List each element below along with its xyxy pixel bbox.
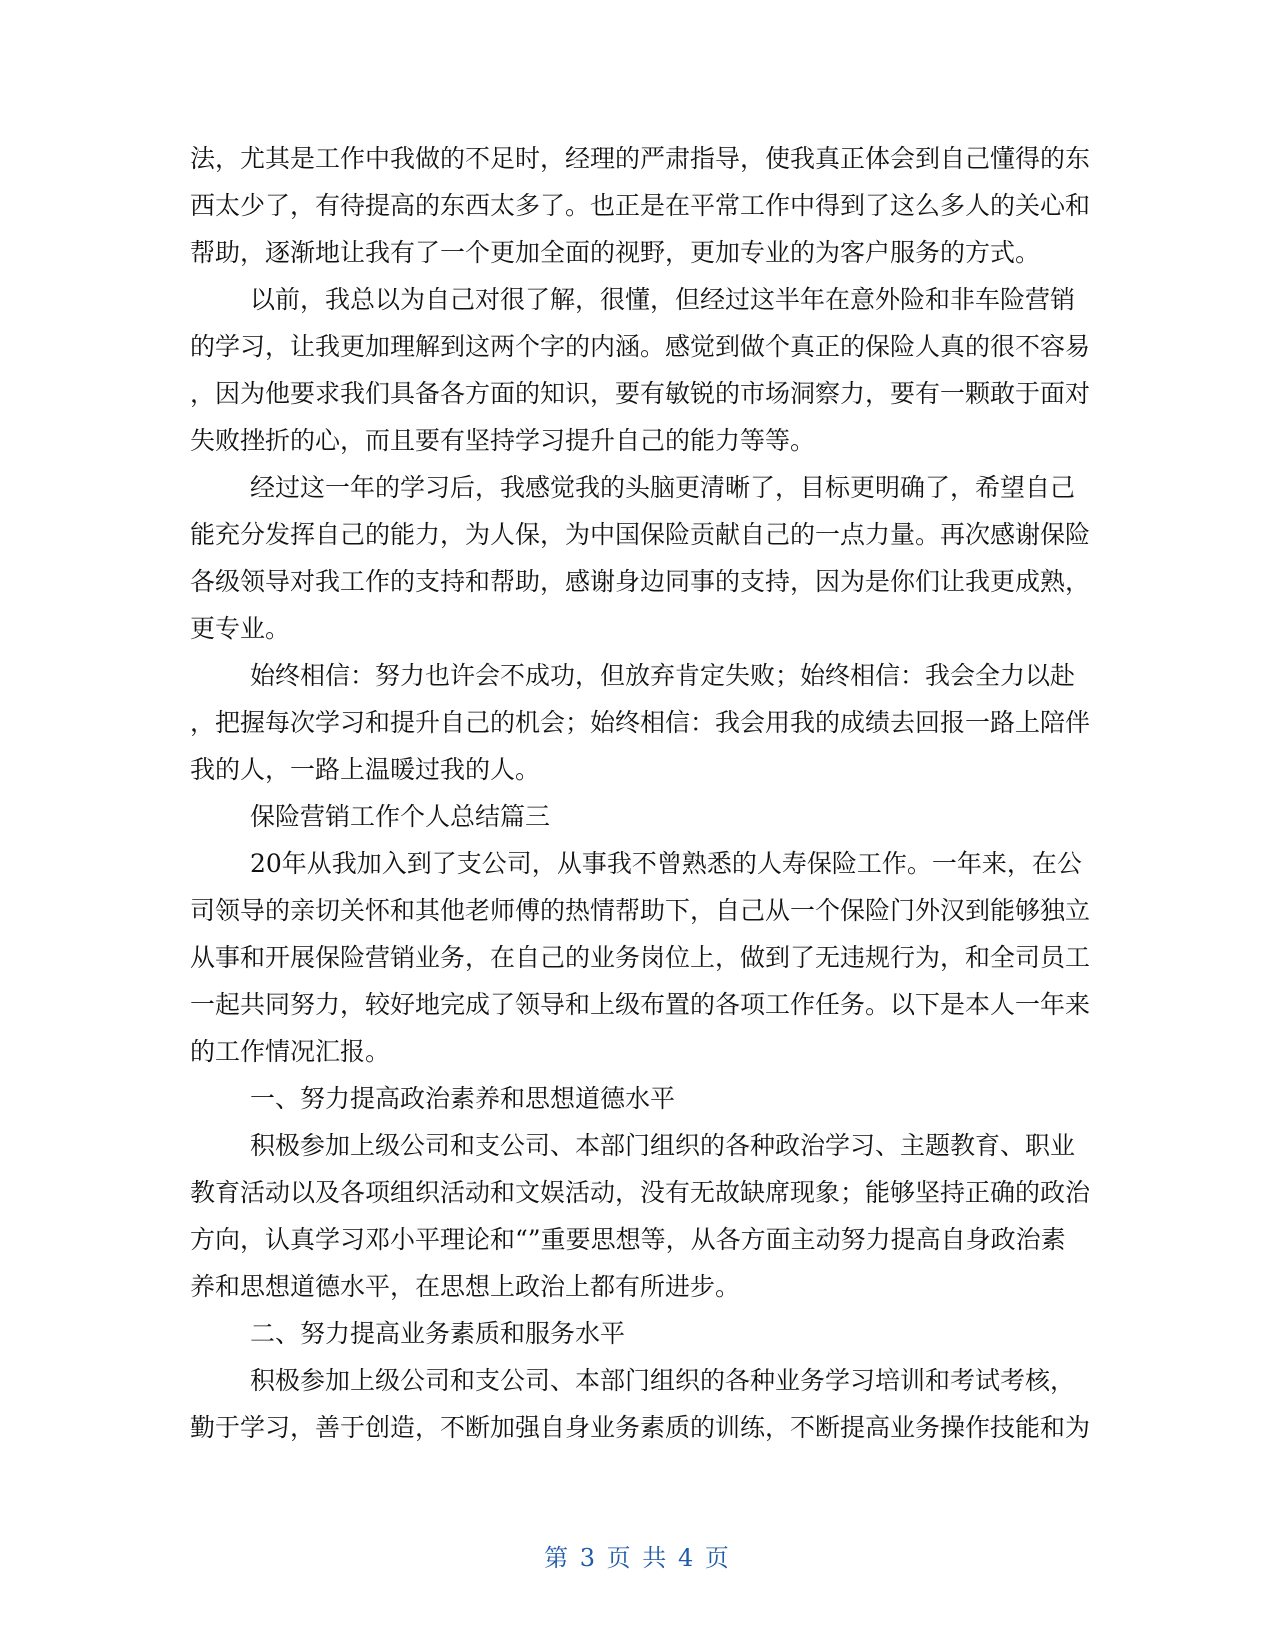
text-line: 从事和开展保险营销业务，在自己的业务岗位上，做到了无违规行为，和全司员工 [190,943,1091,972]
paragraph-start: 经过这一年的学习后，我感觉我的头脑更清晰了，目标更明确了，希望自己 [250,473,1076,502]
text-line: 法，尤其是工作中我做的不足时，经理的严肃指导，使我真正体会到自己懂得的东 [190,144,1091,173]
text-line: 一起共同努力，较好地完成了领导和上级布置的各项工作任务。以下是本人一年来 [190,990,1091,1019]
text-line: 帮助，逐渐地让我有了一个更加全面的视野，更加专业的为客户服务的方式。 [190,238,1041,267]
page-number-footer: 第 3 页 共 4 页 [544,1544,731,1572]
text-line: 方向，认真学习邓小平理论和“”重要思想等，从各方面主动努力提高自身政治素 [190,1225,1066,1254]
text-line: 的学习，让我更加理解到这两个字的内涵。感觉到做个真正的保险人真的很不容易 [190,332,1091,361]
text-line: 西太少了，有待提高的东西太多了。也正是在平常工作中得到了这么多人的关心和 [190,191,1091,220]
text-line: 的工作情况汇报。 [190,1037,391,1066]
text-line: 各级领导对我工作的支持和帮助，感谢身边同事的支持，因为是你们让我更成熟， [190,567,1091,596]
text-line: ，因为他要求我们具备各方面的知识，要有敏锐的市场洞察力，要有一颗敢于面对 [190,379,1091,408]
text-line: ，把握每次学习和提升自己的机会；始终相信：我会用我的成绩去回报一路上陪伴 [190,708,1091,737]
paragraph-start: 始终相信：努力也许会不成功，但放弃肯定失败；始终相信：我会全力以赴 [250,661,1076,690]
text-line: 更专业。 [190,614,291,643]
paragraph-start: 积极参加上级公司和支公司、本部门组织的各种业务学习培训和考试考核， [250,1366,1076,1395]
subsection-heading: 二、努力提高业务素质和服务水平 [250,1319,626,1348]
text-line: 我的人，一路上温暖过我的人。 [190,755,541,784]
text-line: 教育活动以及各项组织活动和文娱活动，没有无故缺席现象；能够坚持正确的政治 [190,1178,1091,1207]
text-line: 失败挫折的心，而且要有坚持学习提升自己的能力等等。 [190,426,816,455]
paragraph-start: 积极参加上级公司和支公司、本部门组织的各种政治学习、主题教育、职业 [250,1131,1076,1160]
text-line: 司领导的亲切关怀和其他老师傅的热情帮助下，自己从一个保险门外汉到能够独立 [190,896,1091,925]
text-line: 养和思想道德水平，在思想上政治上都有所进步。 [190,1272,741,1301]
section-heading: 保险营销工作个人总结篇三 [250,802,551,831]
subsection-heading: 一、努力提高政治素养和思想道德水平 [250,1084,676,1113]
text-line: 勤于学习，善于创造，不断加强自身业务素质的训练，不断提高业务操作技能和为 [190,1413,1091,1442]
paragraph-start: 以前，我总以为自己对很了解，很懂，但经过这半年在意外险和非车险营销 [250,285,1076,314]
text-line: 能充分发挥自己的能力，为人保，为中国保险贡献自己的一点力量。再次感谢保险 [190,520,1091,549]
paragraph-start: 20年从我加入到了支公司，从事我不曾熟悉的人寿保险工作。一年来，在公 [250,849,1082,878]
